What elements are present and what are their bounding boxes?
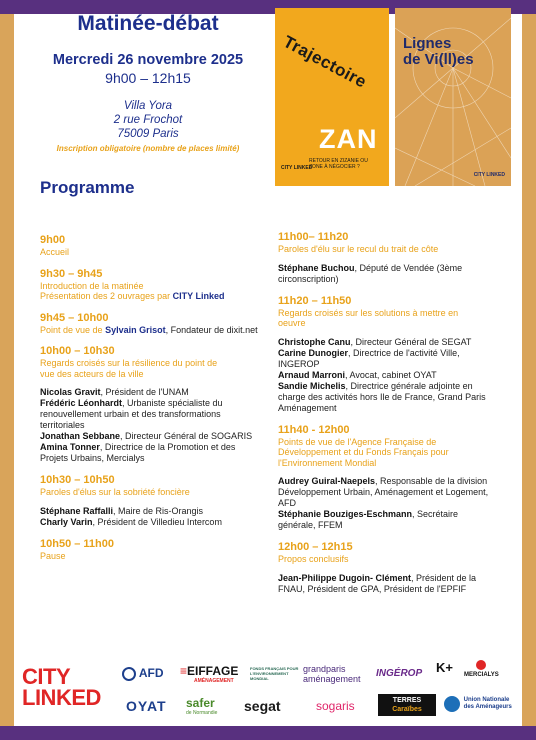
- eiffage-logo: [180, 664, 238, 684]
- terres-line2: Caraïbes: [392, 706, 422, 713]
- book-cover-lignes-de-villes: [395, 8, 511, 186]
- slot-desc: Regards croisés sur les solutions à mettre en: [278, 307, 459, 318]
- book2-title: [403, 36, 474, 68]
- speaker-role: , Député de Vendée (3ème circonscription): [278, 262, 463, 284]
- programme-left-column: [40, 234, 262, 571]
- afd-logo: [122, 666, 164, 681]
- speaker-name: Stéphanie Bouziges-Eschmann: [278, 509, 413, 519]
- slot-desc: Propos conclusifs: [278, 554, 349, 564]
- speaker-role: , Secrétaire générale, FFEM: [278, 509, 459, 530]
- speaker-item: [40, 387, 262, 398]
- slot-time: 9h45 – 10h00: [40, 311, 109, 324]
- speaker-item: [40, 398, 262, 431]
- speaker-name: Stéphane Raffalli: [40, 505, 114, 516]
- slot-time: 9h30 – 9h45: [40, 267, 103, 280]
- speaker-role: , Maire de Ris-Orangis: [113, 505, 204, 516]
- speaker-role: , Président de la FNAU, Président de GPA, Président de l'EPFIF: [278, 572, 477, 594]
- slot-desc: Développement et du Fonds Français pour: [278, 447, 449, 457]
- speaker-item: [278, 263, 498, 285]
- speaker-name: Arnaud Marroni: [278, 369, 346, 380]
- speaker-name: Jonathan Sebbane: [40, 431, 121, 441]
- slot-desc: vue des acteurs de la ville: [40, 368, 144, 379]
- slot-desc: Accueil: [40, 247, 70, 257]
- safer-logo: [186, 696, 217, 716]
- speaker-item: [278, 476, 498, 509]
- slot-1200: [278, 541, 498, 595]
- speaker-role: , Fondateur de dixit.net: [165, 324, 258, 335]
- speaker-item: [278, 509, 498, 531]
- speaker-item: [40, 517, 262, 528]
- grandparis-line2: aménagement: [303, 674, 361, 684]
- slot-1030: [40, 474, 262, 528]
- slot-1050: [40, 538, 262, 562]
- book1-title: Trajectoire: [280, 32, 370, 92]
- slot-desc: Regards croisés sur la résilience du point de: [40, 358, 218, 368]
- speaker-name: Nicolas Gravit: [40, 387, 101, 397]
- mercialys-logo: [464, 660, 499, 678]
- grandparis-logo: [303, 664, 361, 684]
- slot-0930: [40, 268, 262, 302]
- book1-subtitle: RETOUR EN ZIZANIE OU ZONE À NÉGOCIER ?: [309, 158, 368, 170]
- segat-logo: segat: [244, 698, 281, 714]
- slot-time: 11h00– 11h20: [278, 231, 349, 243]
- speaker-name: Jean-Philippe Dugoin- Clément: [278, 572, 412, 583]
- slot-time: 9h00: [40, 234, 66, 246]
- safer-text: safer: [186, 696, 215, 710]
- speaker-item: [278, 337, 498, 348]
- unam-circle-icon: [444, 696, 460, 712]
- speaker-name: Frédéric Léonhardt: [40, 398, 123, 408]
- speaker-item: [40, 442, 262, 464]
- speaker-name: Sylvain Grisot: [105, 324, 166, 335]
- event-time: 9h00 – 12h15: [105, 70, 191, 86]
- speaker-item: [278, 348, 498, 370]
- speakers-list: [278, 337, 498, 414]
- safer-sub: de Normandie: [186, 710, 218, 716]
- speaker-role: , Directrice de l'activité Ville, INGEROP: [278, 347, 460, 369]
- terres-caraibes-logo: [378, 694, 436, 716]
- venue-street: 2 rue Frochot: [113, 114, 183, 126]
- slot-desc: [40, 291, 262, 302]
- speaker-role: , Directeur Général de SEGAT: [350, 336, 472, 347]
- speaker-name: Sandie Michelis: [278, 380, 346, 391]
- slot-time: 11h20 – 11h50: [278, 294, 352, 307]
- left-frame-bar: [0, 14, 14, 726]
- programme-heading: Programme: [40, 178, 135, 197]
- venue-city: 75009 Paris: [117, 128, 179, 140]
- slot-desc: Paroles d'élu sur le recul du trait de côte: [278, 244, 439, 254]
- venue-address: [14, 99, 282, 141]
- speaker-item: [278, 370, 498, 381]
- speaker-item: [278, 573, 498, 595]
- speakers-list: [278, 573, 498, 595]
- eiffage-text: EIFFAGE: [187, 664, 239, 678]
- unam-line1: Union Nationale: [463, 697, 510, 703]
- speaker-role: , Responsable de la division Développement Urbain, Aménagement et Logement, AFD: [278, 476, 489, 508]
- slot-time: 10h00 – 10h30: [40, 345, 115, 357]
- speaker-name: Amina Tonner: [40, 442, 100, 452]
- oyat-logo: OYAT: [126, 698, 167, 714]
- slot-1100: [278, 231, 498, 285]
- speaker-item: [40, 431, 262, 442]
- slot-desc-text: Point de vue de: [40, 324, 103, 335]
- slot-1140: [278, 424, 498, 532]
- slot-desc-brand: CITY Linked: [172, 291, 225, 301]
- slot-time: 10h50 – 11h00: [40, 537, 115, 550]
- slot-time: 10h30 – 10h50: [40, 474, 115, 486]
- event-header: [14, 10, 282, 153]
- inscription-note: Inscription obligatoire (nombre de places limité): [56, 144, 240, 153]
- bottom-frame-bar: [0, 726, 536, 740]
- afd-circle-icon: [122, 667, 136, 681]
- speaker-name: Stéphane Buchou: [278, 262, 355, 273]
- slot-desc: [40, 325, 262, 336]
- speaker-name: Audrey Guiral-Naepels: [278, 476, 376, 486]
- speaker-role: , Directeur Général de SOGARIS: [120, 431, 253, 441]
- slot-desc: Paroles d'élus sur la sobriété foncière: [40, 487, 190, 497]
- book1-zan: ZAN: [319, 124, 378, 154]
- book2-logo: CITY LINKED: [473, 172, 505, 178]
- speaker-role: , Avocat, cabinet OYAT: [345, 369, 437, 380]
- event-date: Mercredi 26 novembre 2025: [52, 52, 244, 68]
- slot-desc: Points de vue de l'Agence Française de: [278, 436, 437, 447]
- right-frame-bar: [522, 14, 536, 726]
- city-linked-line1: CITY: [22, 664, 71, 689]
- slot-desc-text: Présentation des 2 ouvrages par: [40, 291, 171, 301]
- ffem-logo: [250, 666, 300, 681]
- slot-0945: [40, 312, 262, 336]
- slot-desc: Introduction de la matinée: [40, 280, 144, 291]
- slot-1120: [278, 295, 498, 414]
- speaker-name: Carine Dunogier: [278, 347, 349, 358]
- speaker-role: , Président de Villedieu Intercom: [92, 516, 222, 527]
- terres-line1: TERRES: [392, 697, 422, 704]
- speakers-list: [40, 506, 262, 528]
- eiffage-mark-icon: ≡: [180, 664, 188, 678]
- speaker-item: [40, 506, 262, 517]
- event-title: Matinée-débat: [77, 12, 219, 35]
- slot-0900: [40, 234, 262, 258]
- speakers-list: [278, 263, 498, 285]
- ffem-text: FONDS FRANÇAIS POUR L'ENVIRONNEMENT MONDIAL: [250, 666, 299, 681]
- speaker-role: , Directrice de la Promotion et des Projets Urbains, Mercialys: [40, 442, 236, 463]
- unam-text: [464, 697, 512, 711]
- slot-desc: l'Environnement Mondial: [278, 457, 377, 468]
- speaker-name: Christophe Canu: [278, 336, 351, 347]
- slot-time: 12h00 – 12h15: [278, 541, 353, 553]
- speaker-item: [278, 381, 498, 414]
- speaker-role: , Président de l'UNAM: [100, 387, 189, 397]
- sogaris-logo: sogaris: [316, 699, 355, 713]
- ingerop-logo: INGÉROP: [376, 668, 423, 679]
- speakers-list: [278, 476, 498, 531]
- venue-name: Villa Yora: [123, 100, 173, 112]
- slot-desc: Pause: [40, 550, 66, 561]
- book1-logo: CITY LINKED: [281, 165, 313, 171]
- speaker-role: , Directrice générale adjointe en charge des activités hors Ile de France, Grand Paris Aménagement: [278, 380, 486, 413]
- city-linked-line2: LINKED: [22, 685, 101, 710]
- programme-right-column: [278, 231, 498, 605]
- mercialys-dot-icon: [476, 660, 486, 670]
- slot-desc: oeuvre: [278, 318, 306, 328]
- slot-1000: [40, 345, 262, 464]
- slot-time: 11h40 - 12h00: [278, 423, 350, 436]
- city-linked-logo: [22, 666, 101, 708]
- grandparis-line1: grandparis: [303, 664, 346, 674]
- eiffage-sub: AMÉNAGEMENT: [194, 678, 234, 684]
- book-cover-trajectoire-zan: [275, 8, 389, 186]
- speaker-role: , Urbaniste spécialiste du renouvellement urbain et des transformations territoriales: [40, 398, 223, 430]
- mercialys-text: MERCIALYS: [464, 672, 499, 678]
- sponsor-logos: [18, 656, 518, 722]
- unam-logo: [444, 696, 512, 712]
- kplus-logo: K+: [436, 660, 453, 675]
- speakers-list: [40, 387, 262, 464]
- book2-title-line2: de Vi(ll)es: [403, 51, 474, 68]
- book2-title-line1: Lignes: [403, 35, 452, 52]
- afd-text: AFD: [138, 666, 164, 680]
- speaker-name: Charly Varin: [40, 516, 93, 527]
- unam-line2: des Aménageurs: [463, 704, 512, 710]
